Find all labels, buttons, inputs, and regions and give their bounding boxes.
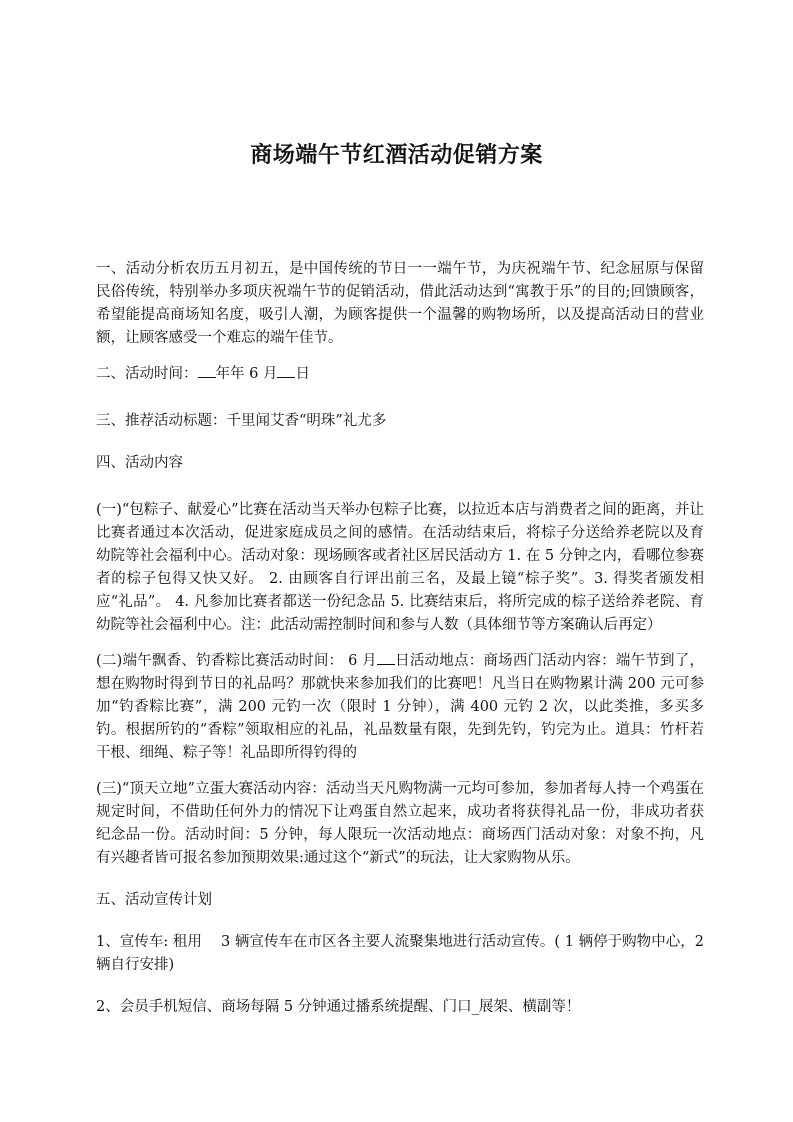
activity-zongzi-contest: (一)“包粽子、献爱心”比赛在活动当天举办包粽子比赛，以拉近本店与消费者之间的距离，并让比赛者通过本次活动，促进家庭成员之间的感情。在活动结束后，将棕子分送给养老院以及育幼院等社会福利中心。活动对象：现场顾客或者社区居民活动方 1. 在 5 分钟之内，看哪位参赛者的棕子包得又快又好。 2. 由顾客自行评出前三名，及最上镜“棕子奖”。3. 得奖者颁发相应“礼品”。 4. 凡参加比赛者都送一份纪念品 5. 比赛结束后，将所完成的棕子送给养老院、育幼院等社会福利中心。注：此活动需控制时间和参与人数（具体细节等方案确认后再定） [96, 502, 704, 633]
section-activity-content-heading: 四、活动内容 [96, 455, 183, 471]
section-activity-analysis: 一、活动分析农历五月初五，是中国传统的节日一一端午节，为庆祝端午节、纪念屈原与保留民俗传统，特别举办多项庆祝端午节的促销活动，借此活动达到“寓教于乐”的目的;回馈顾客，希望能提高商场知名度，吸引人潮，为顾客提供一个温馨的购物场所，以及提高活动日的营业额，让顾客感受一个难忘的端午佳节。 [96, 261, 704, 346]
promotion-sms: 2、会员手机短信、商场每隔 5 分钟通过播系统提醒、门口_展架、横副等！ [96, 999, 581, 1015]
activity-time-month: 年年 6 月 [215, 366, 278, 382]
activity-time-label: 二、活动时间： [96, 366, 198, 382]
blank-line [198, 363, 216, 378]
document-title: 商场端午节红酒活动促销方案 [250, 143, 543, 168]
section-promotion-plan: 五、活动宣传计划 [96, 892, 212, 908]
section-activity-title: 三、推荐活动标题：千里闻艾香“明珠”礼尤多 [96, 413, 387, 429]
activity-egg-standing: (三)“顶天立地”立蛋大赛活动内容：活动当天凡购物满一元均可参加，参加者每人持一个鸡蛋在规定时间，不借助任何外力的情况下让鸡蛋自然立起来，成功者将获得礼品一份，非成功者获纪念品一份。活动时间：5 分钟，每人限玩一次活动地点：商场西门活动对象：对象不拘，凡有兴趣者皆可报名参加预期效果:通过这个“新式”的玩法，让大家购物从乐。 [96, 781, 704, 866]
section-activity-time [96, 363, 704, 386]
fishing-zongzi-time: (二)端午飘香、钓香粽比赛活动时间： 6 月 [96, 653, 377, 669]
fishing-zongzi-details: 日活动地点：商场西门活动内容：端午节到了，想在购物时得到节日的礼品吗？那就快来参加我们的比赛吧！凡当日在购物累计满 200 元可参加“钓香粽比赛”，满 200 元钓一次（限时 1 分钟），满 400 元钓 2 次，以此类推，多买多钓。根据所钓的“香粽”领取相应的礼品，礼品数量有限，先到先钓，钓完为止。道具：竹杆若干根、细绳、粽子等！礼品即所得钓得的 [96, 653, 704, 761]
promotion-vehicle: 1、宣传车: 租用 3 辆宣传车在市区各主要人流聚集地进行活动宣传。( 1 辆停于购物中心，2 辆自行安排) [96, 934, 704, 973]
document-body [96, 258, 704, 1019]
blank-line [277, 363, 295, 378]
activity-fishing-zongzi [96, 650, 704, 765]
activity-time-day: 日 [295, 366, 310, 382]
blank-line [377, 650, 395, 665]
